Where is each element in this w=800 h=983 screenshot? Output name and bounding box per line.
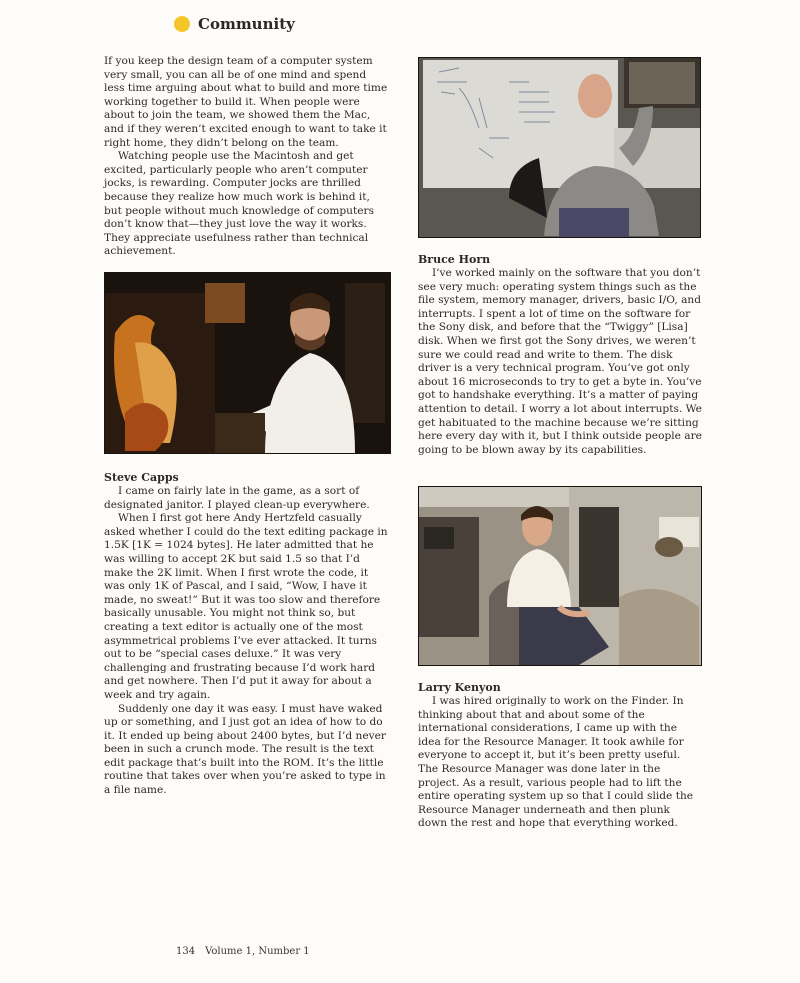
bruce-horn-name: Bruce Horn [418,253,491,266]
section-header [174,15,295,33]
intro-paragraph: If you keep the design team of a computer system very small, you can all be of one mind and spend less time arguing about what to build and more time working together to build it. When people were about to join the team, we showed them the Mac, and if they weren’t excited enough to want to take it right home, they didn’t belong on the team. [104,55,388,149]
intro-paragraph: Watching people use the Macintosh and get excited, particularly people who aren’t computer jocks, is rewarding. Computer jocks are thrilled because they realize how much work is behind it, but people without much knowledge of computers don’t know that—they just love the way it works. They appreciate usefulness rather than technical achievement. [104,150,375,258]
larry-kenyon-paragraph: I was hired originally to work on the Finder. In thinking about that and about some of the international considerations, I came up with the idea for the Resource Manager. It took awhile for everyone to accept it, but it’s been pretty useful. The Resource Manager was done later in the project. As a result, various people had to lift the entire operating system up so that I could slide the Resource Manager underneath and then plunk down the rest and hope that everything worked. [418,695,694,830]
steve-capps-paragraph: I came on fairly late in the game, as a sort of designated janitor. I played clean-up everywhere. [104,485,370,511]
steve-capps-paragraph: Suddenly one day it was easy. I must have waked up or something, and I just got an idea of how to do it. It ended up being about 2400 bytes, but I’d never been in such a crunch mode. The result is the text edit package that’s built into the ROM. It’s the little routine that takes over when you’re asked to type in a file name. [104,702,386,797]
photo-bruce-horn [418,57,701,238]
bruce-horn-paragraph: I’ve worked mainly on the software that you don’t see very much: operating system things such as the file system, memory manager, drivers, basic I/O, and interrupts. I spent a lot of time on the software for the Sony disk, and before that the “Twiggy” [Lisa] disk. When we first got the Sony drives, we weren’t sure we could read and write to them. The disk driver is a very technical program. You’ve got only about 16 microseconds to try to get a byte in. You’ve got to handshake everything. It’s a matter of paying attention to detail. I worry a lot about interrupts. We get habituated to the machine because we’re sitting here every day with it, but I think outside people are going to be blown away by its capabilities. [418,267,702,456]
steve-capps-section [104,471,390,798]
photo-steve-capps [104,272,391,454]
page-footer [176,946,310,957]
section-title: Community [198,15,295,33]
yellow-dot-icon [174,16,190,32]
larry-kenyon-section [418,681,702,831]
photo-larry-kenyon [418,486,702,666]
steve-capps-paragraph: When I first got here Andy Hertzfeld casually asked whether I could do the text editing package in 1.5K [1K = 1024 bytes]. He later admitted that he was willing to accept 2K but said 1.5 so that I’d make the 2K limit. When I first wrote the code, it was only 1K of Pascal, and I said, “Wow, I have it made, no sweat!” But it was too slow and therefore basically unusable. You might not think so, but creating a text editor is actually one of the most asymmetrical problems I’ve ever attacked. It turns out to be “special cases deluxe.” It was very challenging and frustrating because I’d work hard and get nowhere. Then I’d put it away for about a week and try again. [104,512,388,701]
intro-text [104,55,388,259]
steve-capps-name: Steve Capps [104,471,179,484]
larry-kenyon-name: Larry Kenyon [418,681,501,694]
issue-label: Volume 1, Number 1 [205,946,310,957]
bruce-horn-section [418,253,704,457]
page-number: 134 [176,946,196,957]
